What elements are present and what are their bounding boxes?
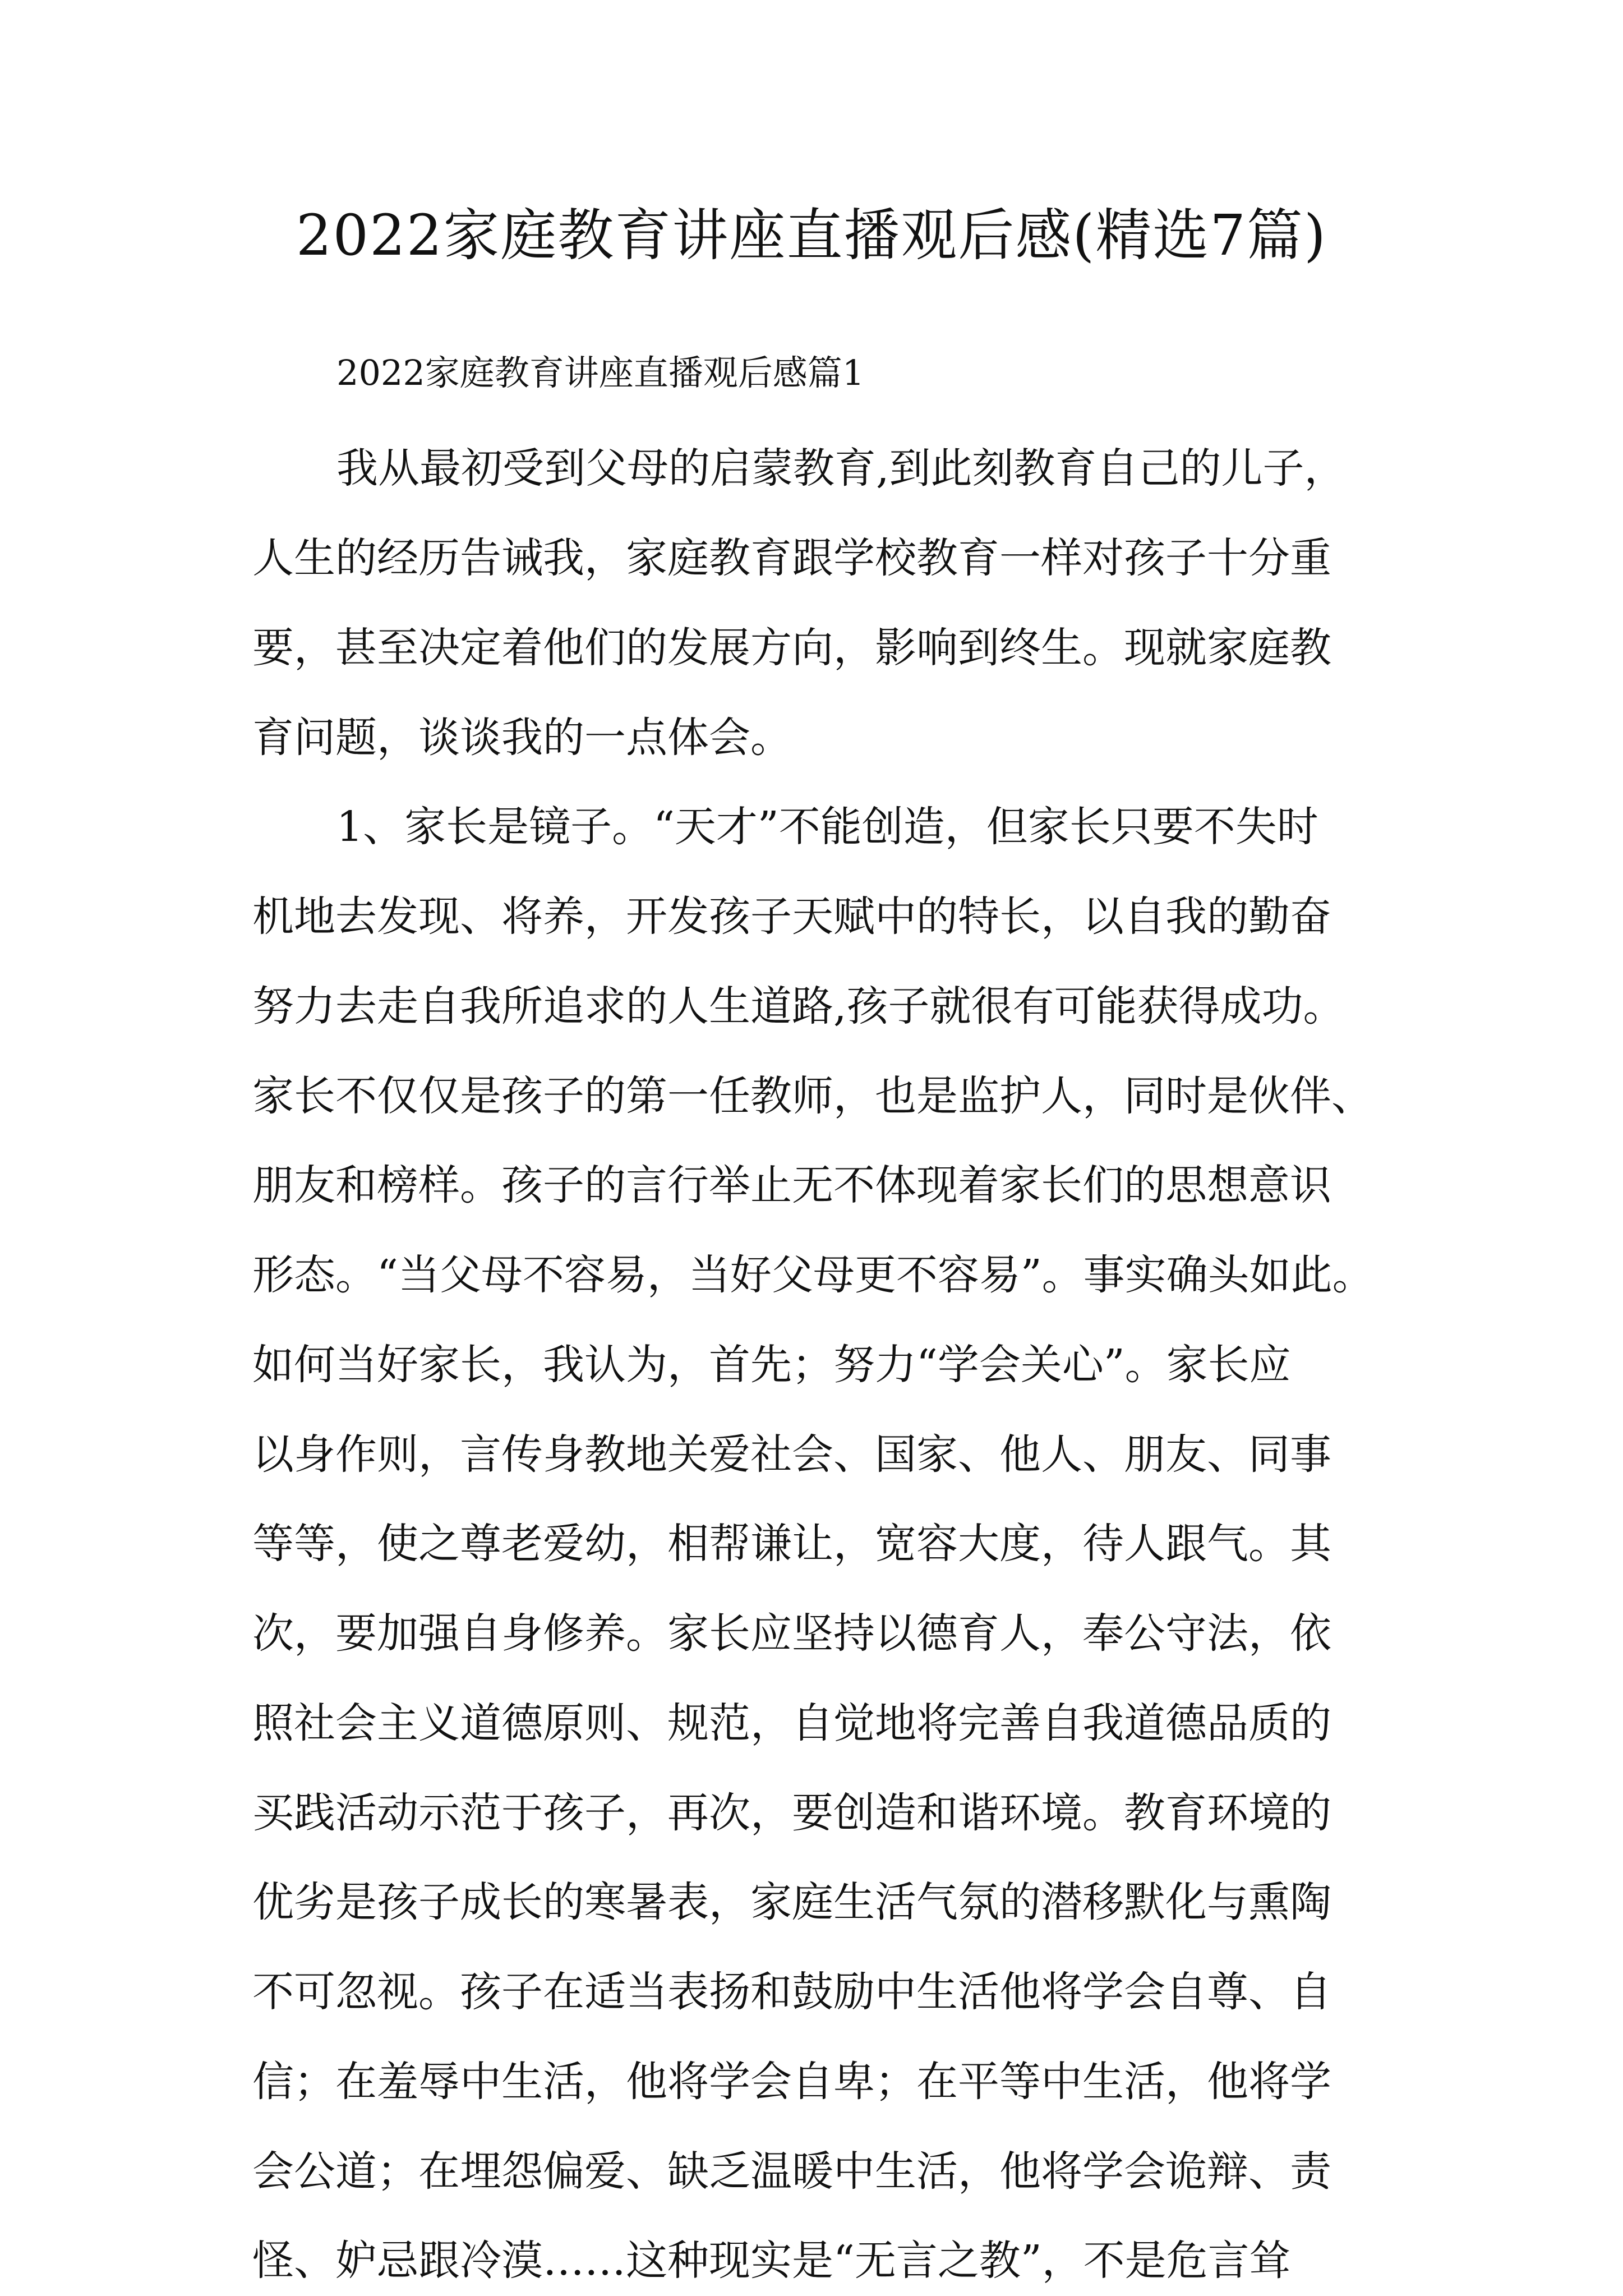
body-line: 机地去发现、将养，开发孩子天赋中的特长，以自我的勤奋 [252, 892, 1331, 941]
body-line: 买践活动示范于孩子，再次，要创造和谐环境。教育环境的 [252, 1788, 1331, 1837]
body-line: 等等，使之尊老爱幼，相帮谦让，宽容大度，待人跟气。其 [252, 1520, 1331, 1568]
body-line: 不可忽视。孩子在适当表扬和鼓励中生活他将学会自尊、自 [252, 1968, 1331, 2017]
body-line: 1、家长是镜子。“天才”不能创造，但家长只要不失时 [336, 803, 1318, 851]
document-title: 2022家庭教育讲座直播观后感(精选7篇) [296, 203, 1327, 268]
body-line: 信；在羞辱中生活，他将学会自卑；在平等中生活，他将学 [252, 2057, 1331, 2106]
body-line: 次，要加强自身修养。家长应坚持以德育人，奉公守法，依 [252, 1609, 1331, 1658]
body-line: 要，甚至决定着他们的发展方向，影响到终生。现就家庭教 [252, 623, 1331, 672]
body-line: 家长不仅仅是孩子的第一任教师，也是监护人，同时是伙伴、 [252, 1071, 1373, 1120]
body-line: 会公道；在埋怨偏爱、缺乏温暖中生活，他将学会诡辩、责 [252, 2147, 1331, 2196]
body-line: 人生的经历告诫我，家庭教育跟学校教育一样对孩子十分重 [252, 534, 1331, 583]
body-line: 育问题，谈谈我的一点体会。 [252, 713, 792, 762]
body-line: 以身作则，言传身教地关爱社会、国家、他人、朋友、同事 [252, 1430, 1331, 1479]
body-line: 照社会主义道德原则、规范，自觉地将完善自我道德品质的 [252, 1699, 1331, 1747]
section-heading: 2022家庭教育讲座直播观后感篇1 [336, 352, 865, 393]
body-line: 努力去走自我所追求的人生道路,孩子就很有可能获得成功。 [252, 982, 1345, 1030]
body-line: 怪、妒忌跟冷漠……这种现实是“无言之教”，不是危言耸 [252, 2237, 1291, 2285]
body-line: 形态。“当父母不容易，当好父母更不容易”。事实确头如此。 [252, 1251, 1374, 1300]
body-line: 如何当好家长，我认为，首先；努力“学会关心”。家长应 [252, 1340, 1291, 1389]
body-line: 朋友和榜样。孩子的言行举止无不体现着家长们的思想意识 [252, 1161, 1331, 1209]
body-line: 优劣是孩子成长的寒暑表，家庭生活气氛的潜移默化与熏陶 [252, 1878, 1331, 1926]
body-line: 我从最初受到父母的启蒙教育,到此刻教育自己的儿子， [336, 444, 1346, 493]
